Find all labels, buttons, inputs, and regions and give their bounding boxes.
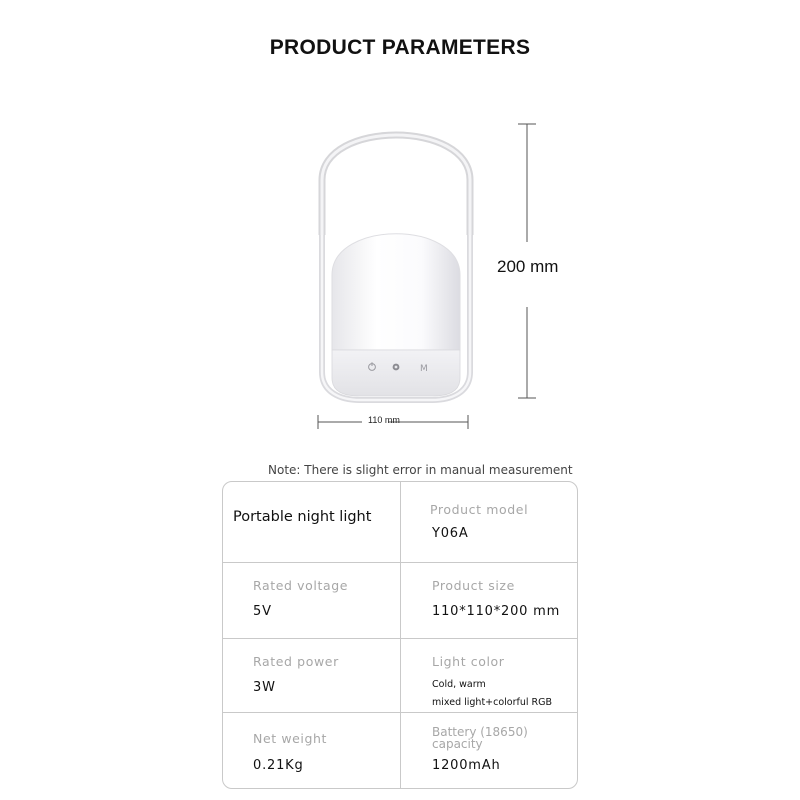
height-dimension-label: 200 mm <box>497 257 559 276</box>
product-name: Portable night light <box>233 509 372 525</box>
width-dimension-label: 110 mm <box>368 415 400 425</box>
mode-icon[interactable]: M <box>420 364 428 374</box>
table-row <box>223 638 577 713</box>
table-cell <box>223 713 401 789</box>
light-color-value-line1: Cold, warm <box>432 679 486 690</box>
product-size-value: 110*110*200 mm <box>432 604 561 619</box>
table-cell <box>401 482 578 562</box>
table-cell <box>401 713 578 789</box>
product-model-label: Product model <box>430 502 529 517</box>
table-row <box>223 482 577 562</box>
product-model-value: Y06A <box>432 526 469 541</box>
spec-table <box>222 481 578 789</box>
page-title: PRODUCT PARAMETERS <box>269 36 531 59</box>
measurement-note: Note: There is slight error in manual measurement <box>268 463 573 477</box>
battery-capacity-label-line2: capacity <box>432 737 483 751</box>
table-cell <box>223 639 401 713</box>
lamp-handle <box>322 135 470 235</box>
battery-capacity-label-line1: Battery (18650) <box>432 725 528 739</box>
light-color-label: Light color <box>432 654 505 669</box>
net-weight-value: 0.21Kg <box>253 758 304 773</box>
rated-voltage-label: Rated voltage <box>253 578 349 593</box>
table-cell <box>401 639 578 713</box>
battery-capacity-value: 1200mAh <box>432 758 501 773</box>
light-color-value-line2: mixed light+colorful RGB <box>432 697 553 708</box>
table-row <box>223 712 577 789</box>
lamp-base <box>332 350 460 396</box>
table-cell <box>401 563 578 639</box>
net-weight-label: Net weight <box>253 731 328 746</box>
table-row <box>223 562 577 639</box>
rated-voltage-value: 5V <box>253 604 272 619</box>
dimmer-icon[interactable] <box>393 364 400 371</box>
lamp-shade <box>332 234 460 350</box>
product-size-label: Product size <box>432 578 515 593</box>
table-cell <box>223 482 401 562</box>
rated-power-value: 3W <box>253 680 276 695</box>
rated-power-label: Rated power <box>253 654 339 669</box>
table-cell <box>223 563 401 639</box>
